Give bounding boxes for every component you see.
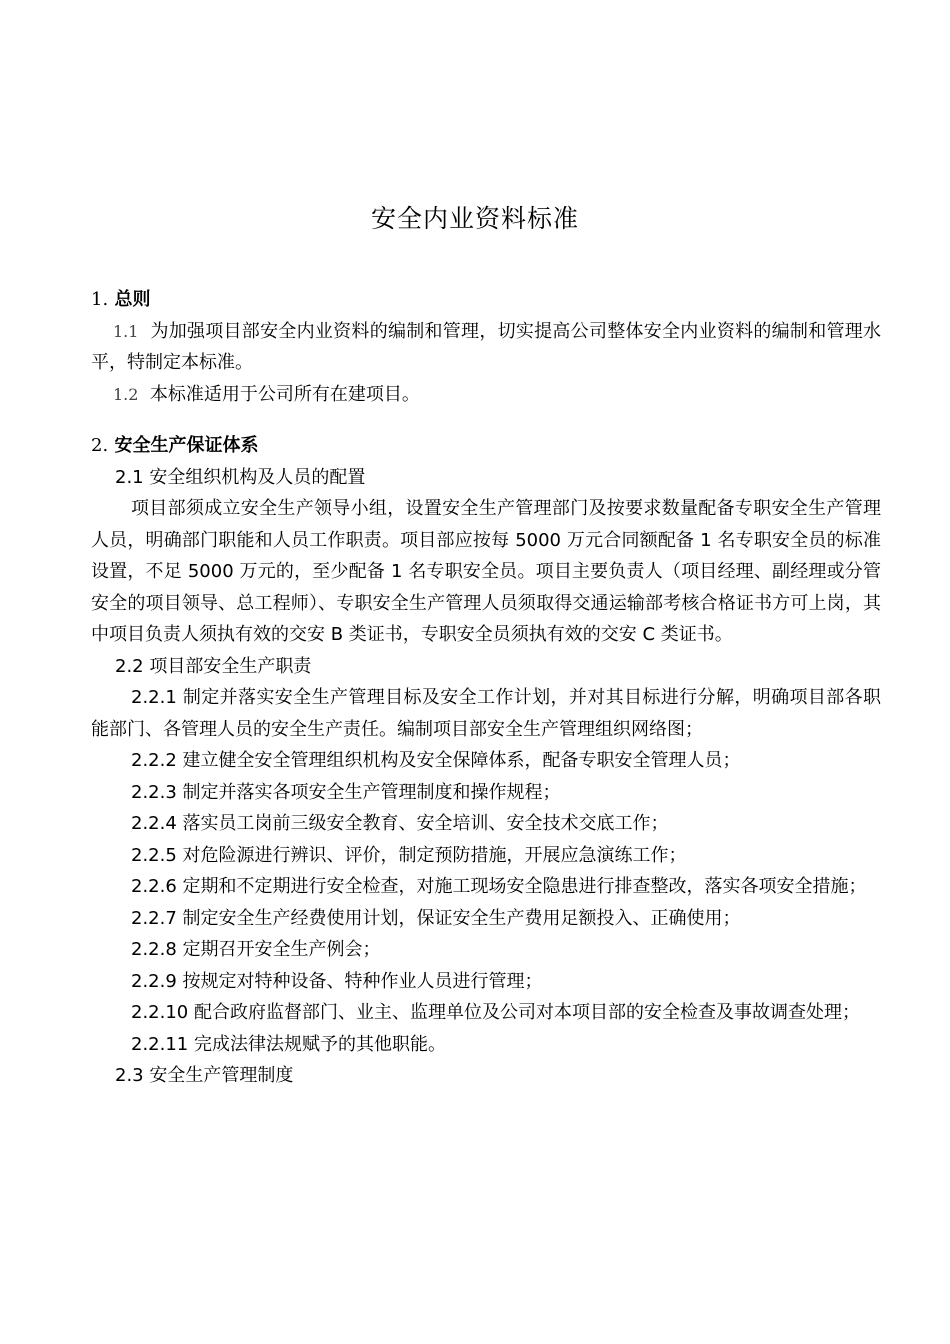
subsection-heading: 2.2 项目部安全生产职责 <box>115 655 312 677</box>
subsection-heading: 2.3 安全生产管理制度 <box>115 1065 294 1086</box>
duty-item: 2.2.9 按规定对特种设备、特种作业人员进行管理； <box>131 970 543 992</box>
duty-item: 2.2.8 定期召开安全生产例会； <box>131 939 381 960</box>
section-number: 1. <box>91 289 109 310</box>
clause <box>91 316 881 379</box>
duty-item: 2.2.1 制定并落实安全生产管理目标及安全工作计划，并对其目标进行分解，明确项目部各职能部门、各管理人员的安全生产责任。编制项目部安全生产管理组织网络图； <box>91 687 881 740</box>
clause-text: 本标准适用于公司所有在建项目。 <box>149 383 420 405</box>
section-2 <box>91 430 881 1092</box>
duty-item: 2.2.6 定期和不定期进行安全检查，对施工现场安全隐患进行排查整改，落实各项安全措施； <box>131 876 867 897</box>
section-1 <box>91 284 881 410</box>
clause-number: 1.2 <box>113 384 139 404</box>
duty-item: 2.2.2 建立健全安全管理组织机构及安全保障体系，配备专职安全管理人员； <box>131 750 741 771</box>
section-heading <box>91 284 881 316</box>
subsection-heading: 2.1 安全组织机构及人员的配置 <box>115 466 366 488</box>
duty-item: 2.2.7 制定安全生产经费使用计划，保证安全生产费用足额投入、正确使用； <box>131 907 741 929</box>
clause-number: 1.1 <box>113 321 139 341</box>
section-title: 总则 <box>114 289 151 310</box>
duty-item: 2.2.5 对危险源进行辨识、评价，制定预防措施，开展应急演练工作； <box>131 844 687 866</box>
clause <box>91 379 881 411</box>
section-heading <box>91 430 881 462</box>
paragraph: 项目部须成立安全生产领导小组，设置安全生产管理部门及按要求数量配备专职安全生产管理人员，明确部门职能和人员工作职责。项目部应按每 5000 万元合同额配备 1 名专职安全员的标准设置，不足 5000 万元的，至少配备 1 名专职安全员。项目主要负责人（项目经理、副经理或分管安全的项目领导、总工程师）、专职安全生产管理人员须取得交通运输部考核合格证书方可上岗，其中项目负责人须执有效的交安 B 类证书，专职安全员须执有效的交安 C 类证书。 <box>91 498 881 645</box>
page-title: 安全内业资料标准 <box>370 204 579 233</box>
duty-item: 2.2.4 落实员工岗前三级安全教育、安全培训、安全技术交底工作； <box>131 813 669 834</box>
section-number: 2. <box>91 435 109 456</box>
duty-item: 2.2.10 配合政府监督部门、业主、监理单位及公司对本项目部的安全检查及事故调查处理； <box>131 1002 860 1023</box>
section-title: 安全生产保证体系 <box>114 435 259 456</box>
clause-text: 为加强项目部安全内业资料的编制和管理，切实提高公司整体安全内业资料的编制和管理水平，特制定本标准。 <box>91 320 882 373</box>
duty-item: 2.2.11 完成法律法规赋予的其他职能。 <box>131 1033 446 1055</box>
duty-item: 2.2.3 制定并落实各项安全生产管理制度和操作规程； <box>131 781 561 803</box>
